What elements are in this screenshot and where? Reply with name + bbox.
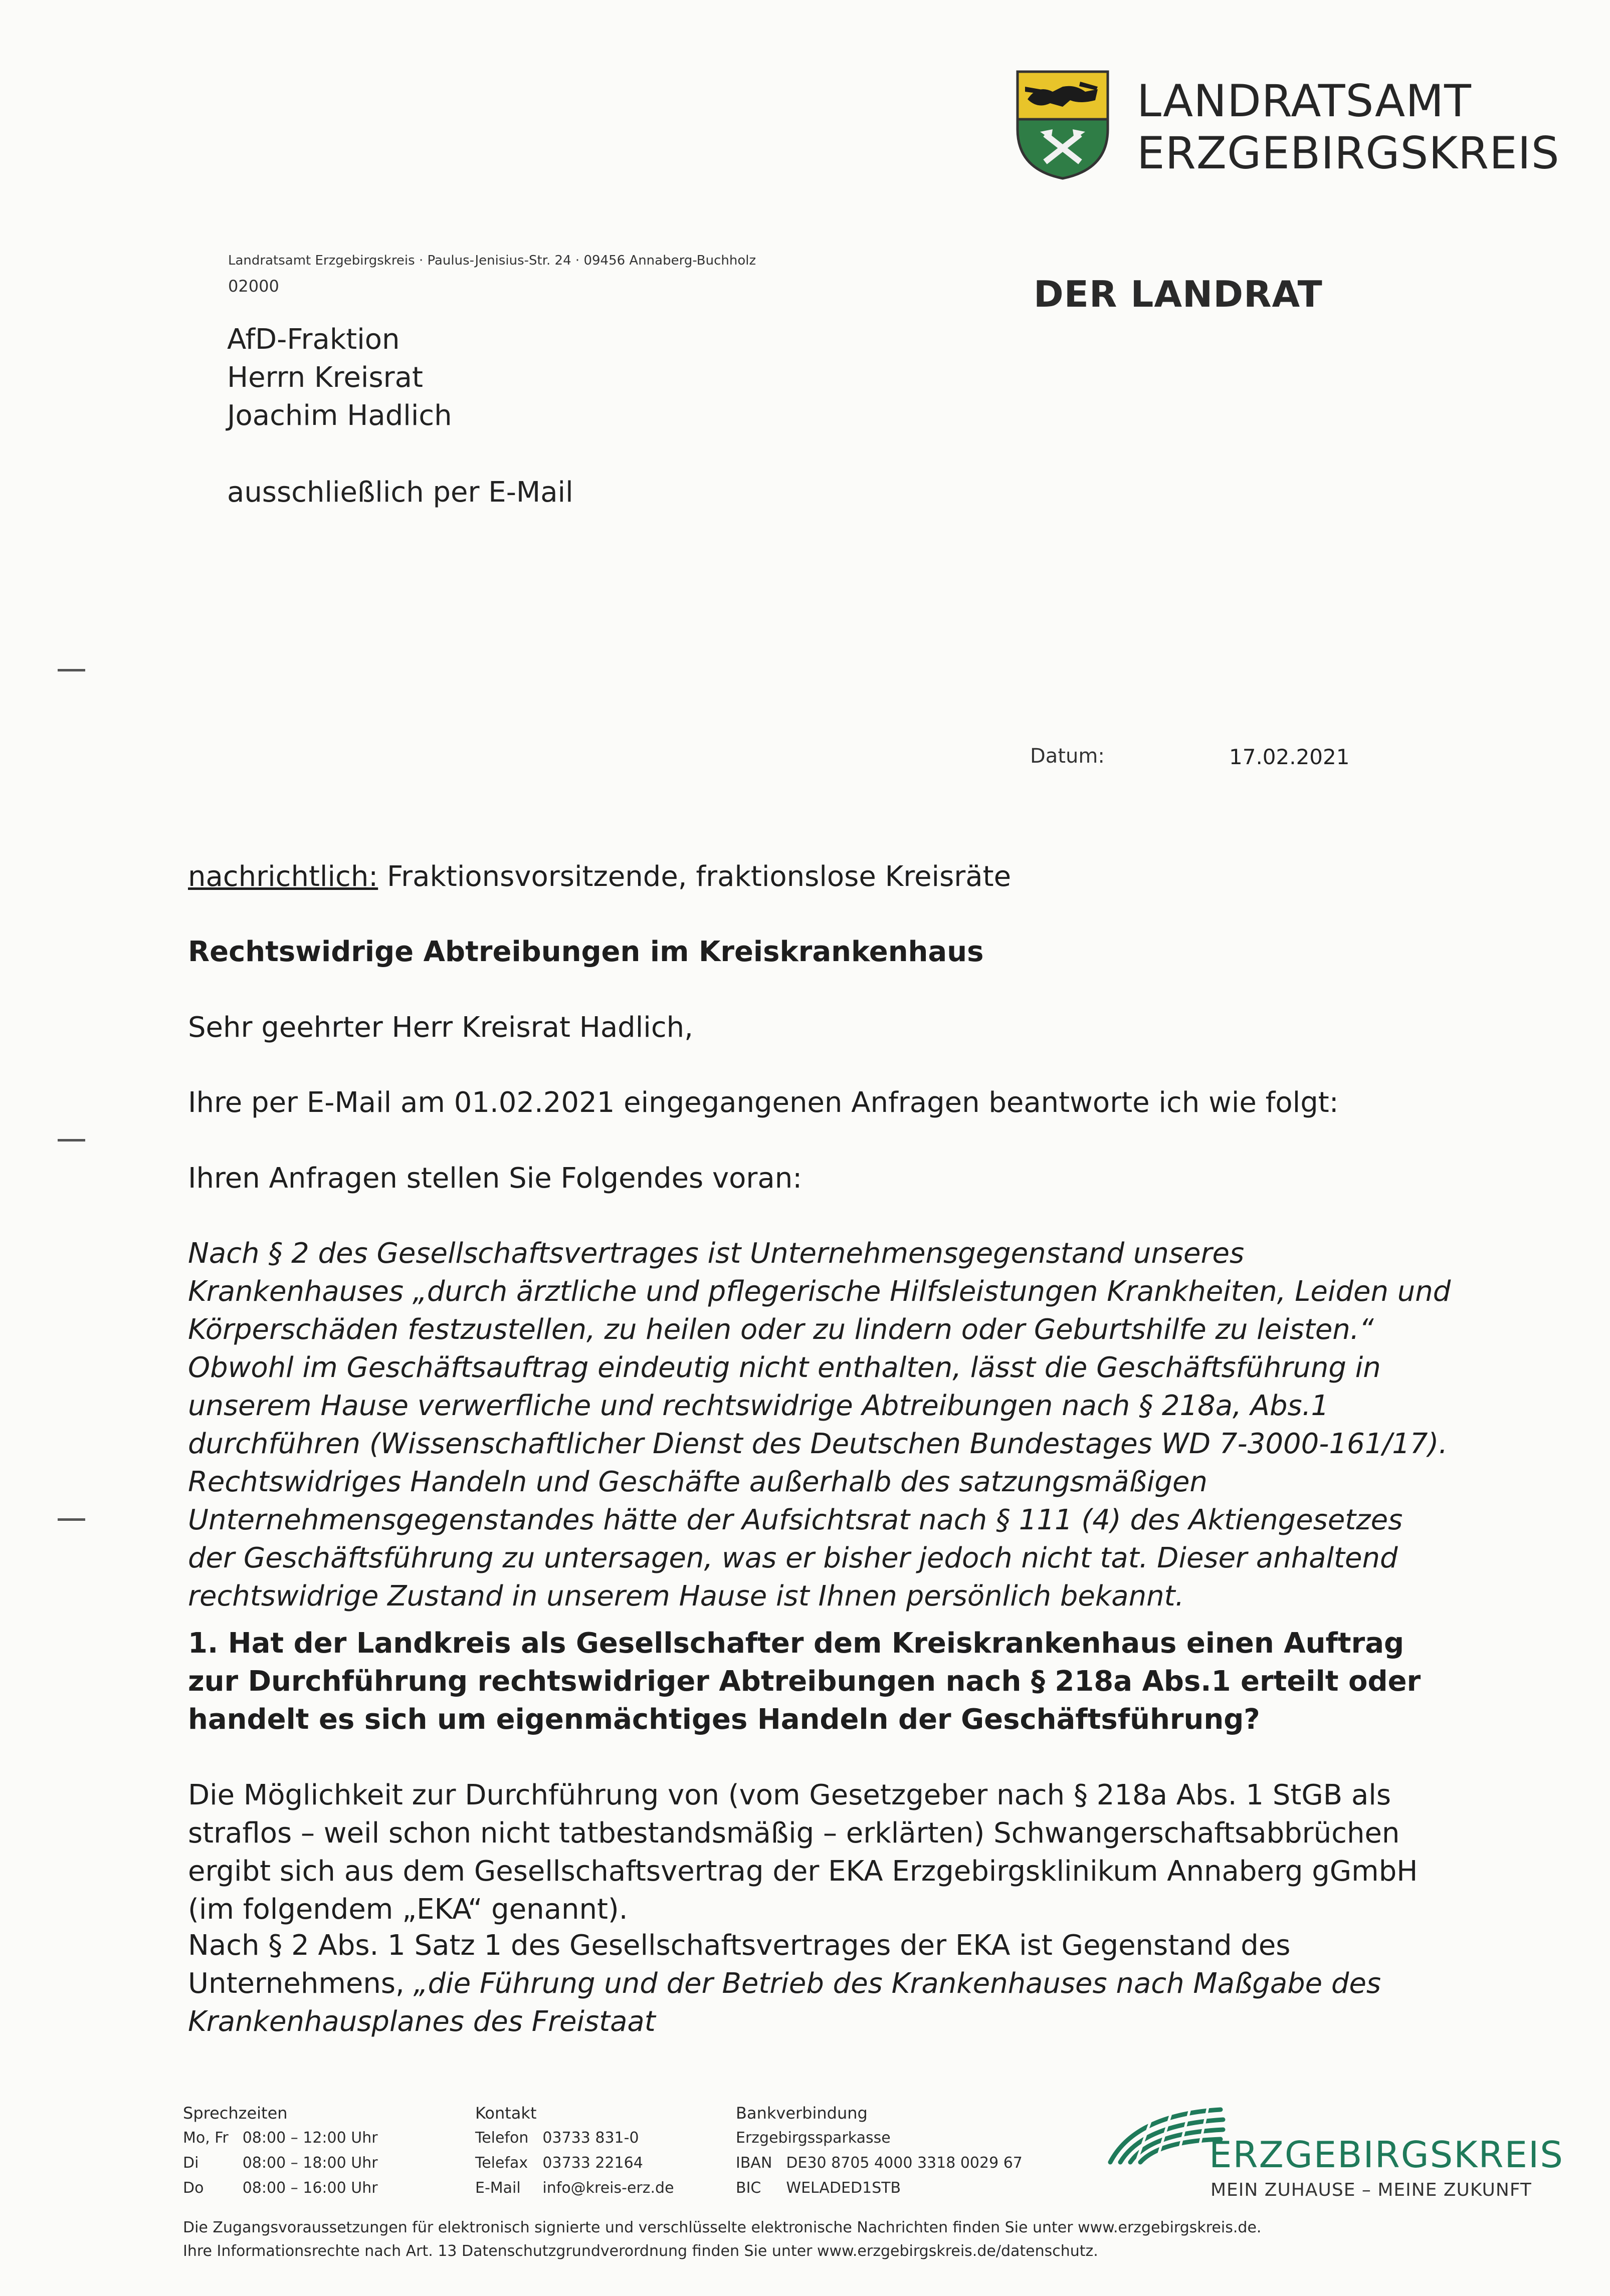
table-row	[475, 2126, 688, 2151]
sender-code: 02000	[228, 277, 279, 296]
subject-line: Rechtswidrige Abtreibungen im Kreiskrankenhaus	[188, 936, 984, 968]
cc-line	[188, 858, 1451, 896]
contact-label: Telefax	[475, 2154, 528, 2172]
recipient-block	[227, 321, 452, 435]
bank-heading: Bankverbindung	[736, 2104, 868, 2123]
recipient-line: Herrn Kreisrat	[227, 361, 423, 394]
answer-paragraph	[188, 1927, 1451, 2041]
hours-time: 08:00 – 18:00 Uhr	[242, 2154, 378, 2172]
table-row	[736, 2176, 1037, 2201]
contact-label: E-Mail	[475, 2179, 521, 2197]
table-row	[475, 2176, 688, 2201]
hours-day: Mo, Fr	[183, 2129, 229, 2147]
contact-value: 03733 831-0	[542, 2129, 639, 2147]
footer-note: Die Zugangsvoraussetzungen für elektronisch signierte und verschlüsselte elektronische Nachrichten finden Sie unter www.erzgebirgskreis.de.	[183, 2219, 1262, 2236]
table-row	[183, 2126, 392, 2151]
bank-label: BIC	[736, 2179, 761, 2197]
sender-return-line: Landratsamt Erzgebirgskreis · Paulus-Jenisius-Str. 24 · 09456 Annaberg-Buchholz	[228, 253, 756, 268]
fold-mark	[58, 669, 85, 671]
authority-line-1: LANDRATSAMT	[1137, 75, 1472, 127]
table-row	[475, 2151, 688, 2176]
quoted-paragraph: Nach § 2 des Gesellschaftsvertrages ist Unternehmensgegenstand unseres Krankenhauses „durch ärztliche und pflegerische Hilfsleistungen Krankheiten, Leiden und Körperschäden festzustellen, zu heilen oder zu lindern oder Geburtshilfe zu leisten.“	[188, 1237, 1451, 1346]
contact-table	[475, 2126, 688, 2201]
bank-value: DE30 8705 4000 3318 0029 67	[786, 2154, 1023, 2172]
bank-name: Erzgebirgssparkasse	[736, 2129, 891, 2147]
bank-value: WELADED1STB	[786, 2179, 901, 2197]
office-hours-heading: Sprechzeiten	[183, 2104, 288, 2123]
bank-details	[736, 2101, 1037, 2201]
contact-info	[475, 2101, 688, 2201]
hours-time: 08:00 – 16:00 Uhr	[242, 2179, 378, 2197]
office-hours-table	[183, 2126, 392, 2201]
logo-claim: MEIN ZUHAUSE – MEINE ZUKUNFT	[1211, 2180, 1532, 2200]
preface-paragraph: Ihren Anfragen stellen Sie Folgendes voran:	[188, 1162, 802, 1195]
contact-value: 03733 22164	[542, 2154, 643, 2172]
question-heading: 1. Hat der Landkreis als Gesellschafter dem Kreiskrankenhaus einen Auftrag zur Durchführung rechtswidriger Abtreibungen nach § 218a Abs.1 erteilt oder handelt es sich um eigenmächtiges Handeln der Geschäftsführung?	[188, 1627, 1421, 1736]
office-hours	[183, 2101, 392, 2201]
footer-note: Ihre Informationsrechte nach Art. 13 Datenschutzgrundverordnung finden Sie unter www.erzgebirgskreis.de/datenschutz.	[183, 2242, 1098, 2260]
salutation: Sehr geehrter Herr Kreisrat Hadlich,	[188, 1011, 693, 1044]
recipient-line: Joachim Hadlich	[227, 399, 452, 432]
bank-label: IBAN	[736, 2154, 772, 2172]
recipient-line: AfD-Fraktion	[227, 323, 400, 356]
table-row	[736, 2151, 1037, 2176]
delivery-note: ausschließlich per E-Mail	[227, 476, 573, 509]
fold-mark	[58, 1518, 85, 1521]
cc-text: Fraktionsvorsitzende, fraktionslose Kreisräte	[378, 860, 1012, 893]
fold-mark	[58, 1139, 85, 1141]
office-title: DER LANDRAT	[1034, 273, 1323, 315]
contact-heading: Kontakt	[475, 2104, 537, 2123]
table-row	[183, 2176, 392, 2201]
hours-time: 08:00 – 12:00 Uhr	[242, 2129, 378, 2147]
quoted-paragraph: Obwohl im Geschäftsauftrag eindeutig nicht enthalten, lässt die Geschäftsführung in unserem Hause verwerfliche und rechtswidrige Abtreibungen nach § 218a, Abs.1 durchführen (Wissenschaftlicher Dienst des Deutschen Bundestages WD 7-3000-161/17). Rechtswidriges Handeln und Geschäfte außerhalb des satzungsmäßigen Unternehmensgegenstandes hätte der Aufsichtsrat nach § 111 (4) des Aktiengesetzes der Geschäftsführung zu untersagen, was er bisher jedoch nicht tat. Dieser anhaltend rechtswidrige Zustand in unserem Hause ist Ihnen persönlich bekannt.	[188, 1351, 1448, 1613]
date-label: Datum:	[1030, 745, 1105, 768]
authority-name	[1137, 75, 1560, 179]
answer-text: Nach § 2 Abs. 1 Satz 1 des Gesellschaftsvertrages der EKA ist Gegenstand des Unternehmens,	[188, 1929, 1291, 2000]
hours-day: Do	[183, 2179, 204, 2197]
bank-table	[736, 2151, 1037, 2201]
date-value: 17.02.2021	[1229, 745, 1350, 769]
cc-label: nachrichtlich:	[188, 860, 378, 893]
answer-quote: „die Führung und der Betrieb des Krankenhauses nach Maßgabe des Krankenhausplanes des Freistaat	[188, 1967, 1381, 2038]
hours-day: Di	[183, 2154, 199, 2172]
contact-label: Telefon	[475, 2129, 529, 2147]
table-row	[183, 2151, 392, 2176]
coat-of-arms-icon	[1015, 69, 1110, 180]
email-link[interactable]: info@kreis-erz.de	[542, 2179, 674, 2197]
intro-paragraph: Ihre per E-Mail am 01.02.2021 eingegangenen Anfragen beantworte ich wie folgt:	[188, 1086, 1339, 1119]
authority-line-2: ERZGEBIRGSKREIS	[1137, 127, 1560, 179]
logo-wordmark: ERZGEBIRGSKREIS	[1209, 2134, 1564, 2176]
answer-paragraph: Die Möglichkeit zur Durchführung von (vom Gesetzgeber nach § 218a Abs. 1 StGB als straflos – weil schon nicht tatbestandsmäßig – erklärten) Schwangerschaftsabbrüchen ergibt sich aus dem Gesellschaftsvertrag der EKA Erzgebirgsklinikum Annaberg gGmbH (im folgendem „EKA“ genannt).	[188, 1779, 1418, 1926]
